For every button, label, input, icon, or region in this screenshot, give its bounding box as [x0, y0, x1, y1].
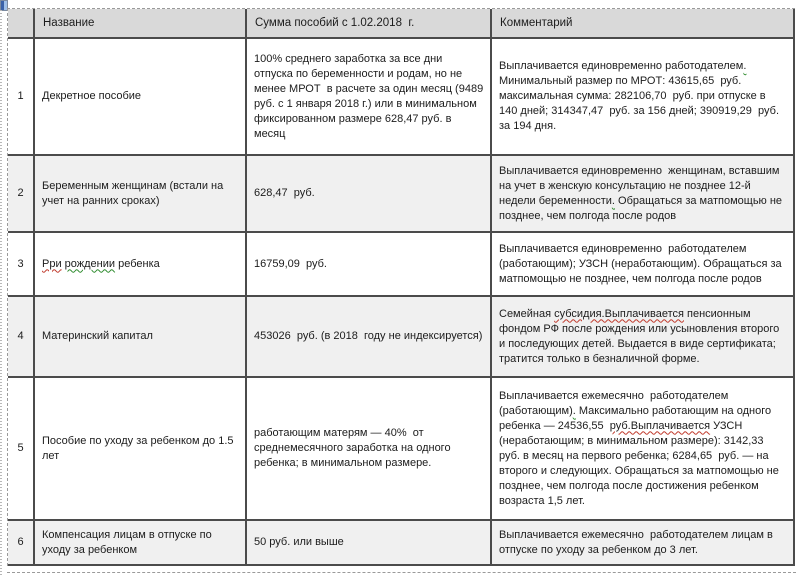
header-cell-sum[interactable] [247, 9, 492, 39]
text-segment: Минимальный размер по МРОТ: 43615,65 руб. максимальная сумма: 282106,70 руб. при отпуске в 140 дней; 314347,47 руб. за 156 дней; 390919,29 руб. за 194 дня. [499, 60, 783, 132]
spellcheck-green-underline-text: . [743, 60, 747, 72]
sum-text [254, 427, 454, 469]
sum-cell[interactable] [247, 297, 492, 378]
text-segment: 628,47 руб. [254, 187, 315, 199]
comment-text [499, 165, 785, 222]
comment-text [499, 308, 782, 365]
sum-text [254, 536, 344, 548]
sum-text [254, 187, 315, 199]
row-number-cell[interactable]: 6 [8, 521, 35, 566]
comment-cell[interactable] [492, 233, 795, 297]
comment-text [499, 60, 782, 132]
sum-cell[interactable] [247, 378, 492, 521]
text-segment: 453026 руб. (в 2018 году не индексируется) [254, 330, 483, 342]
text-segment: Беременным женщинам (встали на учет на ранних сроках) [42, 179, 227, 207]
text-segment: Материнский капитал [42, 330, 153, 342]
header-sum-label: Сумма пособий с 1.02.2018 г. [255, 16, 415, 29]
text-segment: Выплачивается единовременно работодателем [499, 60, 744, 72]
comment-cell[interactable] [492, 521, 795, 566]
comment-text [499, 243, 785, 285]
row-number-cell[interactable]: 2 [8, 156, 35, 233]
comment-text [499, 529, 776, 556]
text-segment: Декретное пособие [42, 90, 142, 102]
table-row [8, 39, 795, 156]
text-segment: УЗСН (неработающим; в минимальном размере): 3142,33 руб. в месяц на первого ребенка; 6284,65 руб. — на второго и следующих. Обращаться за матпомощью не позднее, чем полгода после достижения ребенком возраста 1,5 лет. [499, 419, 782, 507]
name-text [42, 180, 226, 207]
text-segment: 16759,09 руб. [254, 257, 327, 270]
table-row [8, 156, 795, 233]
text-segment: пенсионным фондом РФ после рождения или усыновления второго и последующих детей. Выдается в виде сертификата; тратится только в безналичной форме. [499, 307, 783, 365]
comment-text [499, 390, 782, 507]
header-cell-comment[interactable] [492, 9, 795, 39]
text-segment: Обращаться за матпомощью не позднее, чем полгода после родов [499, 194, 786, 222]
name-cell[interactable] [35, 233, 247, 297]
header-cell-name[interactable] [35, 9, 247, 39]
text-segment: Выплачивается единовременно женщинам, вставшим на учет в женскую консультацию не позднее 12-й недели беременности [499, 164, 783, 207]
spellcheck-red-underline-text: Рри [42, 257, 62, 270]
sum-cell[interactable] [247, 156, 492, 233]
comment-cell[interactable] [492, 297, 795, 378]
name-cell[interactable] [35, 39, 247, 156]
sum-text [254, 330, 482, 342]
comment-cell[interactable] [492, 378, 795, 521]
sum-cell[interactable] [247, 39, 492, 156]
name-cell[interactable] [35, 521, 247, 566]
text-segment: Пособие по уходу за ребенком до 1.5 лет [42, 434, 237, 462]
comment-cell[interactable] [492, 156, 795, 233]
table-row [8, 233, 795, 297]
text-segment: работающим матерям — 40% от среднемесячного заработка на одного ребенка; в минимальном размере. [254, 427, 454, 469]
sum-text [254, 258, 327, 270]
text-segment: 100% среднего заработка за все дни отпуска по беременности и родам, но не менее МРОТ в расчете за один месяц (9489 руб. с 1 января 2018 г.) или в минимальном фиксированном размере 628,47 руб. в месяц [254, 52, 487, 140]
spellcheck-green-underline-text: . [611, 194, 615, 207]
text-segment: Семейная [499, 307, 555, 320]
name-text [42, 435, 237, 462]
row-number-cell[interactable]: 5 [8, 378, 35, 521]
table-row [8, 378, 795, 521]
name-text [42, 90, 141, 102]
page-edge-ruler [0, 10, 2, 577]
text-segment: ребенка [115, 257, 160, 270]
spellcheck-green-underline-text: . [572, 404, 576, 417]
text-segment: Выплачивается ежемесячно работодателем (работающим) [499, 389, 732, 417]
text-boundary-line [7, 572, 796, 573]
spellcheck-green-underline-text: рождении [64, 257, 116, 270]
sum-cell[interactable] [247, 521, 492, 566]
header-cell-number[interactable] [8, 9, 35, 39]
row-number-cell[interactable]: 3 [8, 233, 35, 297]
text-segment: Выплачивается единовременно работодателем (работающим); УЗСН (неработающим). Обращаться за матпомощью не позднее, чем полгода после родов [499, 242, 785, 285]
header-name-label: Название [43, 16, 95, 29]
text-segment: Выплачивается ежемесячно работодателем лицам в отпуске по уходу за ребенком до 3 лет. [499, 528, 776, 556]
spellcheck-red-underline-text: субсидия.Выплачивается [554, 307, 684, 320]
name-text [42, 258, 160, 270]
text-segment: 50 руб. или выше [254, 536, 344, 548]
table-row [8, 297, 795, 378]
sum-text [254, 53, 486, 140]
row-number-cell[interactable]: 1 [8, 39, 35, 156]
name-cell[interactable] [35, 156, 247, 233]
text-segment: Максимально работающим на одного ребенка — 24536,55 [499, 404, 775, 432]
name-text [42, 330, 153, 342]
table-row [8, 521, 795, 566]
text-segment: Компенсация лицам в отпуске по уходу за ребенком [42, 528, 215, 556]
name-cell[interactable] [35, 378, 247, 521]
spellcheck-red-underline-text: руб.Выплачивается [609, 419, 711, 432]
comment-cell[interactable] [492, 39, 795, 156]
name-cell[interactable] [35, 297, 247, 378]
sum-cell[interactable] [247, 233, 492, 297]
benefits-table [7, 8, 795, 566]
name-text [42, 529, 215, 556]
row-number-cell[interactable]: 4 [8, 297, 35, 378]
header-row [8, 9, 795, 39]
header-comment-label: Комментарий [500, 16, 573, 29]
